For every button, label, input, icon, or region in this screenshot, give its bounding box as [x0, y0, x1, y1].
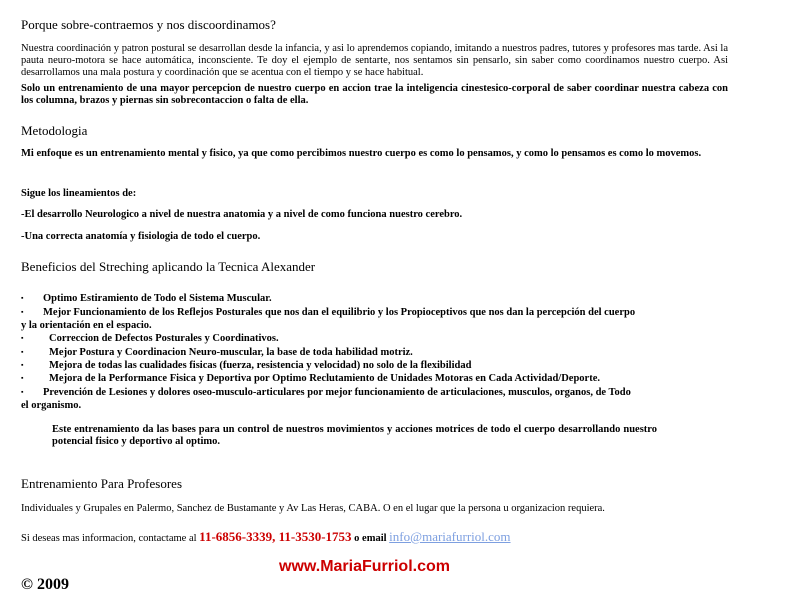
contact-line: [21, 529, 511, 545]
benefit-item: ▪ Correccion de Defectos Posturales y Coordinativos.: [21, 333, 279, 344]
benefit-item: ▪ Mejor Funcionamiento de los Reflejos Posturales que nos dan el equilibrio y los Propioceptivos que nos dan la percepción del cuerpo: [21, 307, 636, 318]
benefit-item-continuation: y la orientación en el espacio.: [21, 320, 152, 331]
benefit-item: ▪ Mejor Postura y Coordinacion Neuro-muscular, la base de toda habilidad motriz.: [21, 347, 413, 358]
contact-prefix: Si deseas mas informacion, contactame al: [21, 533, 200, 544]
phone-numbers: 11-6856-3339, 11-3530-1753: [199, 529, 352, 544]
benefit-item: ▪ Mejora de la Performance Fisica y Deportiva por Optimo Reclutamiento de Unidades Motoras en Cada Actividad/Deporte.: [21, 373, 600, 384]
benefit-item: ▪ Optimo Estiramiento de Todo el Sistema Muscular.: [21, 293, 272, 304]
bullet-icon: ▪: [21, 294, 24, 302]
section-title-metodologia: Metodologia: [21, 123, 88, 138]
benefit-item: ▪ Mejora de todas las cualidades fisicas (fuerza, resistencia y velocidad) no solo de la flexibilidad: [21, 360, 472, 371]
bullet-icon: ▪: [21, 374, 24, 382]
bullet-icon: ▪: [21, 334, 24, 342]
intro-paragraph: Nuestra coordinación y patron postural se desarrollan desde la infancia, y asi lo aprendemos copiando, imitando a nuestros padres, tutores y profesores mas tarde. Asi la pauta neuro-motora se hace automática, inconsciente. Te doy el ejemplo de sentarte, nos sentamos sin pensarlo, sin saber como coordinamos nuestro cuerpo. Asi desarrollamos una mala postura y coordinación que se acentua con el tiempo y se hace habitual.: [21, 43, 728, 78]
bullet-icon: ▪: [21, 361, 24, 369]
section-title-beneficios: Beneficios del Streching aplicando la Tecnica Alexander: [21, 259, 316, 274]
bullet-icon: ▪: [21, 308, 24, 316]
section-title-porque: Porque sobre-contraemos y nos discoordinamos?: [21, 17, 276, 32]
website-link[interactable]: www.MariaFurriol.com: [279, 558, 450, 575]
metodologia-paragraph: Mi enfoque es un entrenamiento mental y fisico, ya que como percibimos nuestro cuerpo es como lo pensamos, y como lo pensamos es como lo movemos.: [21, 148, 702, 159]
email-link[interactable]: info@mariafurriol.com: [389, 529, 511, 544]
lineamiento-item: -El desarrollo Neurologico a nivel de nuestra anatomia y a nivel de como funciona nuestro cerebro.: [21, 209, 463, 220]
email-prefix: o email: [351, 533, 390, 544]
copyright: © 2009: [21, 576, 69, 593]
lineamientos-label: Sigue los lineamientos de:: [21, 188, 137, 199]
profesores-paragraph: Individuales y Grupales en Palermo, Sanchez de Bustamante y Av Las Heras, CABA. O en el lugar que la persona u organizacion requiera.: [21, 503, 605, 514]
intro-bold-paragraph: Solo un entrenamiento de una mayor percepcion de nuestro cuerpo en accion trae la inteligencia cinestesico-corporal de saber coordinar nuestra cabeza con los columna, brazos y piernas sin sobrecontaccion o falta de ella.: [21, 83, 728, 106]
bullet-icon: ▪: [21, 388, 24, 396]
lineamiento-item: -Una correcta anatomía y fisiologia de todo el cuerpo.: [21, 231, 261, 242]
benefit-item: ▪ Prevención de Lesiones y dolores oseo-musculo-articulares por mejor funcionamiento de articulaciones, musculos, organos, de Todo: [21, 387, 631, 398]
benefit-item-continuation: el organismo.: [21, 400, 82, 411]
beneficios-closing-paragraph: Este entrenamiento da las bases para un control de nuestros movimientos y acciones motrices de todo el cuerpo desarrollando nuestro potencial fisico y deportivo al optimo.: [52, 424, 657, 447]
bullet-icon: ▪: [21, 348, 24, 356]
section-title-profesores: Entrenamiento Para Profesores: [21, 476, 183, 491]
